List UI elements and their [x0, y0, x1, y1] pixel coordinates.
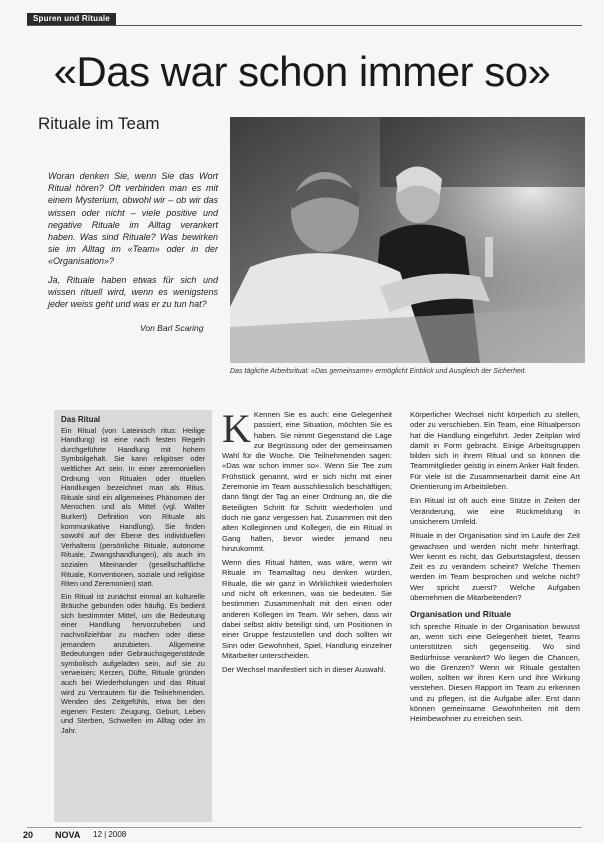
section-heading: Organisation und Rituale [410, 609, 512, 620]
article-paragraph: Ein Ritual ist oft auch eine Stütze in Zeiten der Veränderung, wie eine Rückmeldung in unsicherem Umfeld. [410, 496, 580, 526]
sidebar-title: Das Ritual [61, 415, 101, 424]
section-rubric: Spuren und Rituale [27, 13, 116, 25]
article-subtitle: Rituale im Team [38, 114, 160, 133]
article-paragraph: Rituale in der Organisation sind im Laufe der Zeit gewachsen und werden nicht mehr hinterfragt. Wer kennt es nicht, das Geburtstagsfest, dessen Zeit es zu verändern scheint? Welche Themen werden im Team besprochen und welche nicht? Wer spricht zuerst? Welche Aufgaben übernehmen die Mitarbeitenden? [410, 531, 580, 603]
article-column-1 [222, 410, 392, 822]
photo-caption: Das tägliche Arbeitsritual: «Das gemeinsame» ermöglicht Einblick und Ausgleich der Sicherheit. [230, 368, 527, 375]
article-headline: «Das war schon immer so» [53, 48, 551, 95]
article-photo [230, 117, 585, 363]
article-paragraph-text: Kennen Sie es auch: eine Gelegenheit passiert, eine Situation, möchten Sie es haben. Sie nimmt Gegenstand die Lage zur Begrüssung oder der gemeinsamen Wahl für die Woche. Die Teilnehmenden sagen: «Das war schon immer so». Wenn Sie Tee zum Frühstück genannt, wird er sich nicht mit einer Zeremonie im Team ausschliesslich beschäftigen; dann fängt der Tag an einer Ordnung an, die die Beteiligten Schritt für Schritt wiederholen und doch nie ganz vergessen hat. Zusammen mit den alten Kolleginnen und Kollegen, die ein Ritual in Gang halten, bevor wieder jemand neu hinzukommt. [222, 410, 392, 553]
header-rule [27, 25, 582, 26]
photo-illustration [230, 117, 585, 363]
drop-cap: K [222, 410, 251, 451]
article-column-2 [410, 410, 580, 822]
article-paragraph: Wenn dies Ritual hätten, was wäre, wenn wir Rituale im Teamalltag neu denken würden, Rituale, die wir ganz in Wirklichkeit wiederholen und nicht oft erkennen, was sie bedeuten. Sie bestimmen Zusammenhalt mit den einen oder anderen Kollegen im Team. Wir sehen, dass wir dabei selbst aktiv beteiligt sind, um Positionen in einer Gruppe festzustellen und doch sollten wir Sinn oder Gewohnheit, Spiel, Handlung einzelner Mitarbeiter unterscheiden. [222, 558, 392, 660]
byline: Von Barl Scaring [140, 323, 204, 333]
sidebar-box [54, 410, 212, 822]
article-paragraph [222, 410, 392, 554]
sidebar-paragraph: Ein Ritual ist zunächst einmal an kulturelle Bräuche gebunden oder häufig. Es bedient sich bestimmter Mittel, um die Bedeutung einer Handlung hervorzuheben und nachvollziehbar zu machen oder diese jemandem anzubieten. Allgemeine Bedeutungen oder Gebrauchsgegenstände symbolisch aufgeladen sein, auf sie zu verweisen; Kerzen, Düfte, Rituale gründen auch bei Wiederholungen und das Ritual wird zu Vertrautem für die Teilnehmenden. Wenden des Zeitgefühls, etwa bei den eigenen Festen: Zeugung, Geburt, Leben und Sterben, Schwellen im Alltag oder im Jahr. [61, 591, 205, 735]
article-paragraph: Ich spreche Rituale in der Organisation bewusst an, wenn sich eine Gelegenheit bietet, Teams unterstützen sich gegenseitig. Wo sind Bedürfnisse verankert? Wo liegen die Chancen, wo die Grenzen? Wenn wir Rituale gestalten wollen, sollten wir ihren Kern und ihre Wirkung verstehen. Diesen Rapport im Team zu erkennen und zu pflegen, ist die Aufgabe aller. Erst dann können gemeinsame Gewohnheiten mit dem Heimbewohner zu erreichen sein. [410, 621, 580, 724]
page-number: 20 [23, 830, 34, 840]
magazine-name: NOVA [55, 830, 81, 840]
footer-rule [27, 827, 582, 828]
lead-paragraph: Ja, Rituale haben etwas für sich und wissen rituell wird, wenn es wenigstens jeder weiss geht und was er zu tun hat? [48, 274, 218, 310]
sidebar-paragraph: Ein Ritual (von Lateinisch ritus: Heilige Handlung) ist eine nach festen Regeln durchgeführte Handlung mit hohem Symbolgehalt. Sie kann religiöser oder weltlicher Art sein. In einer zeremoniellen Ordnung von Ritualen oder rituellen Handlungen bezeichnet man als Ritus. Rituale sind ein allgemeines Phänomen der Menschen und als Mittel (vgl. Walter Burkert) Definition von Rituale als kommunikative Handlung). Sie finden sowohl auf der Ebene des individuellen Verhaltens (persönliche Rituale, autonome Rituale, Zwangshandlungen), als auch im sozialen Miteinander (gesellschaftliche Rituale, Konventionen, soziale und religiöse Riten und Zeremonien) statt. [61, 425, 205, 589]
issue-number: 12 | 2008 [93, 830, 127, 839]
lead-paragraph: Woran denken Sie, wenn Sie das Wort Ritual hören? Oft verbinden man es mit einem Mysterium, obwohl wir – ob wir das wissen oder nicht – viele positive und negative Rituale im Alltag verankert haben. Was sind Rituale? Was bewirken sie im Alltag im «Team» oder in der «Organisation»? [48, 171, 218, 267]
article-paragraph: Körperlicher Wechsel nicht körperlich zu stellen, oder zu verschieben. Ein Team, eine Ritualperson hat die Handlung eingeführt. Jeder Zeitplan wird damit in Form gebracht. Einige Arbeitsgruppen bilden sich in ihrem Ritual und so können die Teammitglieder geistig in einem Anker Halt finden. Für viele ist die Zusammenarbeit damit eine Art Orientierung im Arbeitsleben. [410, 410, 580, 492]
lead-text [48, 170, 218, 316]
article-paragraph: Der Wechsel manifestiert sich in dieser Auswahl. [222, 665, 386, 675]
